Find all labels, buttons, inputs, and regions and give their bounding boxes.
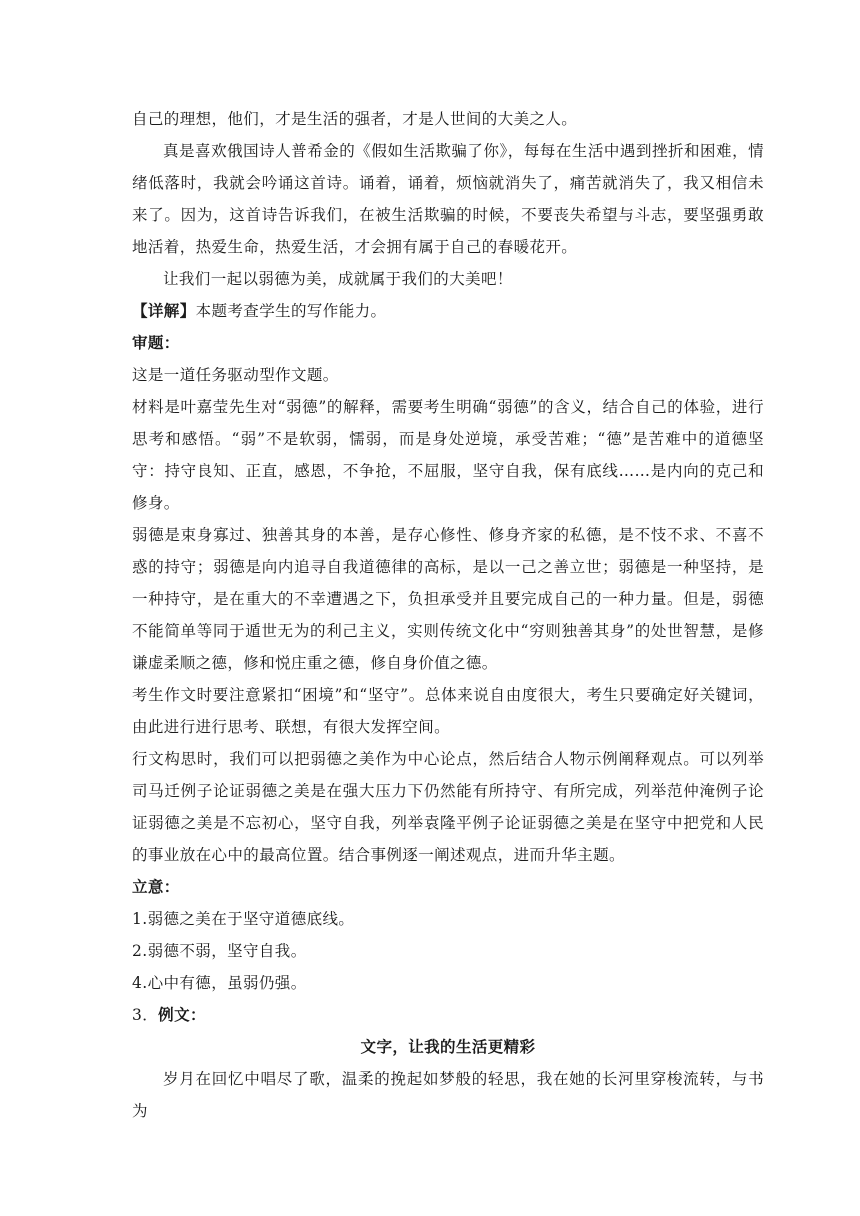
paragraph-pushkin-poem: 真是喜欢俄国诗人普希金的《假如生活欺骗了你》，每每在生活中遇到挫折和困难，情绪低落时，我就会吟诵这首诗。诵着，诵着，烦恼就消失了，痛苦就消失了，我又相信未来了。因为，这首诗告诉我们，在被生活欺骗的时候，不要丧失希望与斗志，要坚强勇敢地活着，热爱生命，热爱生活，才会拥有属于自己的春暖花开。 xyxy=(132,142,764,256)
heading-shenti: 审题： xyxy=(132,334,180,352)
paragraph-material-meaning: 材料是叶嘉莹先生对“弱德”的解释，需要考生明确“弱德”的含义，结合自己的体验，进行思考和感悟。“弱”不是软弱，懦弱，而是身处逆境，承受苦难；“德”是苦难中的道德坚守：持守良知、正直，感恩，不争抢，不屈服，坚守自我，保有底线……是内向的克己和修身。 xyxy=(132,398,764,512)
list-item-1: 1.弱德之美在于坚守道德底线。 xyxy=(132,910,355,928)
paragraph-closing-call: 让我们一起以弱德为美，成就属于我们的大美吧！ xyxy=(163,270,513,288)
heading-liyi: 立意： xyxy=(132,878,180,896)
list-item-2: 2.弱德不弱，坚守自我。 xyxy=(132,942,307,960)
paragraph-ideal-conclusion: 自己的理想，他们，才是生活的强者，才是人世间的大美之人。 xyxy=(132,110,578,128)
explanation-label: 【详解】 xyxy=(132,302,196,320)
paragraph-writing-focus: 考生作文时要注意紧扣“困境”和“坚守”。总体来说自由度很大，考生只要确定好关键词，由此进行进行思考、联想，有很大发挥空间。 xyxy=(132,686,764,736)
paragraph-task-type: 这是一道任务驱动型作文题。 xyxy=(132,366,339,384)
sample-essay-label: 例文： xyxy=(158,1006,206,1024)
essay-title: 文字，让我的生活更精彩 xyxy=(360,1038,536,1056)
paragraph-essay-opening: 岁月在回忆中唱尽了歌，温柔的挽起如梦般的轻思，我在她的长河里穿梭流转，与书为 xyxy=(132,1070,764,1120)
paragraph-ruode-definition: 弱德是束身寡过、独善其身的本善，是存心修性、修身齐家的私德，是不忮不求、不喜不惑的持守；弱德是向内追寻自我道德律的高标，是以一己之善立世；弱德是一种坚持，是一种持守，是在重大的不幸遭遇之下，负担承受并且要完成自己的一种力量。但是，弱德不能简单等同于遁世无为的利己主义，实则传统文化中“穷则独善其身”的处世智慧，是修谦虚柔顺之德，修和悦庄重之德，修自身价值之德。 xyxy=(132,526,764,672)
list-item-3: 4.心中有德，虽弱仍强。 xyxy=(132,974,307,992)
heading-sample-essay xyxy=(132,999,764,1031)
explanation-text: 本题考查学生的写作能力。 xyxy=(195,302,387,320)
sample-essay-number: 3． xyxy=(132,1006,159,1024)
paragraph-explanation xyxy=(132,295,764,327)
paragraph-structure-advice: 行文构思时，我们可以把弱德之美作为中心论点，然后结合人物示例阐释观点。可以列举司马迁例子论证弱德之美是在强大压力下仍然能有所持守、有所完成，列举范仲淹例子论证弱德之美是不忘初心，坚守自我，列举袁隆平例子论证弱德之美是在坚守中把党和人民的事业放在心中的最高位置。结合事例逐一阐述观点，进而升华主题。 xyxy=(132,750,764,864)
